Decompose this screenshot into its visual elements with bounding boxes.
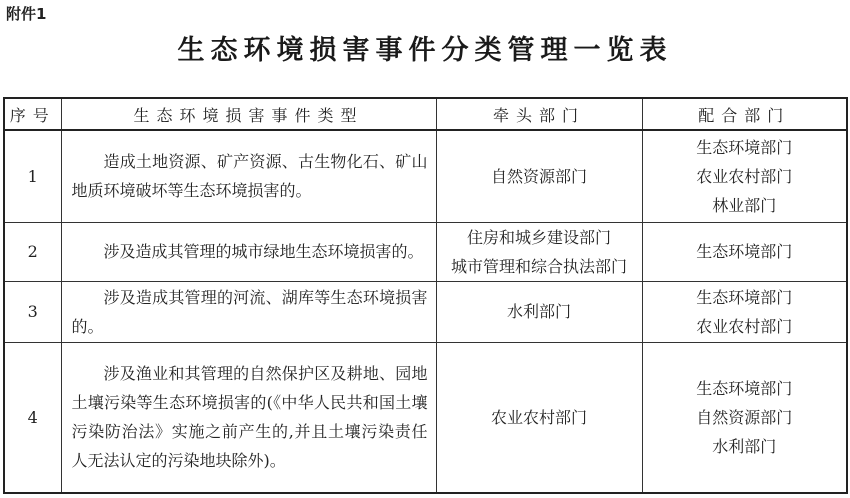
cooperating-department: 生态环境部门 <box>696 137 793 157</box>
event-type-cell: 造成土地资源、矿产资源、古生物化石、矿山地质环境破坏等生态环境损害的。 <box>61 130 436 222</box>
header-lead-department: 牵头部门 <box>436 98 642 130</box>
cooperating-department: 生态环境部门 <box>696 287 793 307</box>
cooperating-department: 农业农村部门 <box>696 316 793 336</box>
cooperating-department: 农业农村部门 <box>696 166 793 186</box>
lead-department: 住房和城乡建设部门 <box>466 227 611 247</box>
lead-department: 水利部门 <box>506 302 571 321</box>
row-index: 4 <box>4 342 61 493</box>
header-index: 序号 <box>4 98 61 130</box>
event-type-cell: 涉及造成其管理的城市绿地生态环境损害的。 <box>61 222 436 281</box>
lead-department-cell <box>436 281 642 342</box>
lead-department: 农业农村部门 <box>490 407 587 427</box>
row-index: 2 <box>4 222 61 281</box>
cooperating-department-cell <box>642 342 847 493</box>
attachment-label: 附件1 <box>6 5 47 23</box>
lead-department-cell <box>436 342 642 493</box>
row-index: 1 <box>4 130 61 222</box>
cooperating-department: 林业部门 <box>712 195 777 215</box>
cooperating-department: 自然资源部门 <box>696 407 793 427</box>
cooperating-department: 生态环境部门 <box>696 378 793 398</box>
table-row <box>4 342 847 493</box>
table-header-row <box>4 98 847 130</box>
event-type-cell: 涉及造成其管理的河流、湖库等生态环境损害的。 <box>61 281 436 342</box>
header-event-type: 生态环境损害事件类型 <box>61 98 436 130</box>
table-row <box>4 130 847 222</box>
lead-department-cell <box>436 130 642 222</box>
table-row <box>4 222 847 281</box>
document-title: 生态环境损害事件分类管理一览表 <box>177 35 673 66</box>
lead-department: 自然资源部门 <box>490 166 587 186</box>
event-type-cell: 涉及渔业和其管理的自然保护区及耕地、园地土壤污染等生态环境损害的(《中华人民共和国土壤污染防治法》实施之前产生的,并且土壤污染责任人无法认定的污染地块除外)。 <box>61 342 436 493</box>
lead-department-cell <box>436 222 642 281</box>
lead-department: 城市管理和综合执法部门 <box>450 256 627 276</box>
cooperating-department: 水利部门 <box>712 436 777 456</box>
cooperating-department-cell <box>642 222 847 281</box>
cooperating-department-cell <box>642 130 847 222</box>
event-classification-table <box>3 97 848 494</box>
header-cooperating-department: 配合部门 <box>642 98 847 130</box>
cooperating-department-cell <box>642 281 847 342</box>
row-index: 3 <box>4 281 61 342</box>
table-row <box>4 281 847 342</box>
cooperating-department: 生态环境部门 <box>696 242 793 261</box>
